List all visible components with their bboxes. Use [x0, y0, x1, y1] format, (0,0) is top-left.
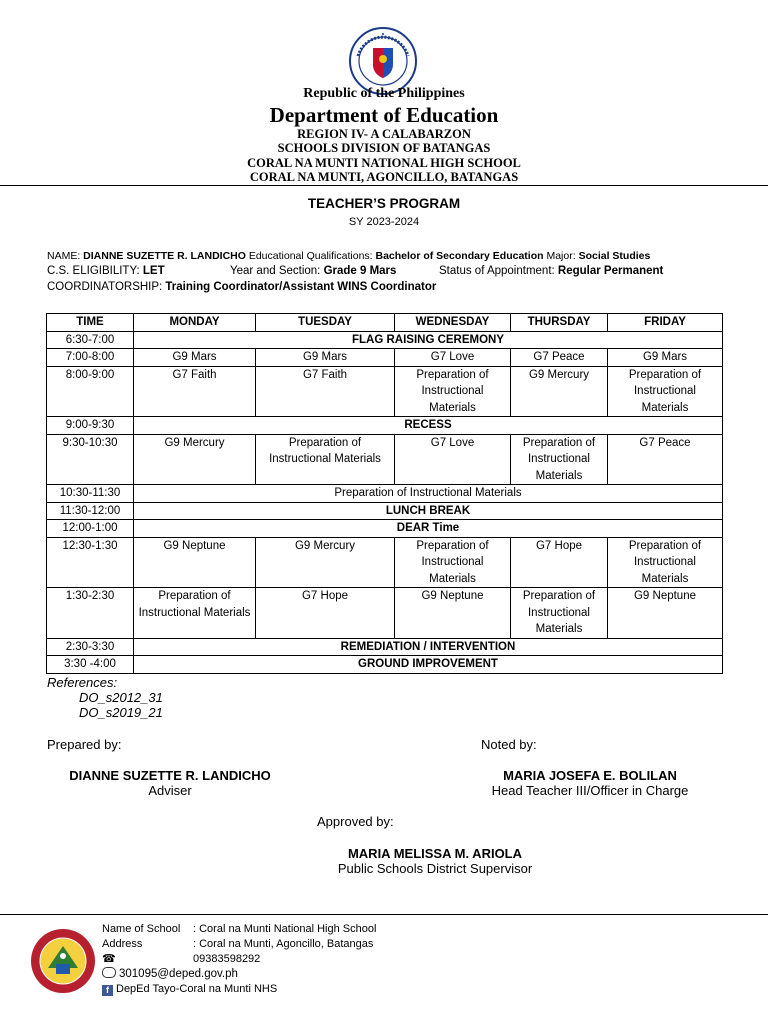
footer-facebook[interactable]: DepEd Tayo-Coral na Munti NHS	[116, 983, 278, 995]
footer-address-value: : Coral na Munti, Agoncillo, Batangas	[193, 938, 374, 950]
time-cell: 10:30-11:30	[47, 485, 134, 503]
class-cell: G9 Neptune	[395, 588, 511, 639]
department-heading: Department of Education	[269, 103, 499, 127]
approved-label: Approved by:	[317, 814, 394, 829]
qualifications-value: Bachelor of Secondary Education	[375, 250, 544, 262]
footer-address-label: Address	[102, 938, 143, 950]
class-cell: Preparation of Instructional Materials	[608, 537, 723, 588]
class-cell: G7 Peace	[608, 434, 723, 485]
reference-item: DO_s2019_21	[79, 705, 163, 720]
year-section	[230, 265, 396, 277]
class-cell: G7 Love	[395, 434, 511, 485]
footer-email-line	[102, 967, 238, 982]
reference-item: DO_s2012_31	[79, 690, 163, 705]
class-cell: G9 Mars	[608, 349, 723, 367]
activity-span-cell: RECESS	[134, 417, 723, 435]
coordinatorship-value: Training Coordinator/Assistant WINS Coordinator	[165, 281, 437, 293]
class-cell: Preparation of Instructional Materials	[395, 537, 511, 588]
class-cell: G9 Mercury	[134, 434, 256, 485]
footer-divider	[0, 914, 768, 915]
schedule-header-row	[47, 314, 723, 332]
time-cell: 7:00-8:00	[47, 349, 134, 367]
column-header: FRIDAY	[608, 314, 723, 332]
class-cell: Preparation of Instructional Materials	[511, 434, 608, 485]
footer-phone: 09383598292	[193, 953, 261, 965]
coordinatorship-line	[47, 281, 436, 293]
eligibility-label: C.S. ELIGIBILITY:	[47, 265, 143, 277]
prepared-name: DIANNE SUZETTE R. LANDICHO	[69, 768, 271, 783]
table-row	[47, 485, 723, 503]
division-line: SCHOOLS DIVISION OF BATANGAS	[277, 141, 491, 155]
table-row	[47, 434, 723, 485]
header-divider	[0, 185, 768, 186]
class-cell: G7 Faith	[256, 366, 395, 417]
year-section-value: Grade 9 Mars	[323, 265, 397, 277]
school-logo-icon	[30, 928, 96, 994]
table-row	[47, 331, 723, 349]
republic-heading: Republic of the Philippines	[303, 86, 465, 101]
column-header: TIME	[47, 314, 134, 332]
major-label: Major:	[543, 250, 579, 262]
region-line: REGION IV- A CALABARZON	[297, 127, 471, 141]
footer-email[interactable]: 301095@deped.gov.ph	[119, 968, 238, 980]
time-cell: 8:00-9:00	[47, 366, 134, 417]
phone-icon: ☎	[102, 953, 116, 965]
noted-title: Head Teacher III/Officer in Charge	[491, 783, 689, 798]
school-year: SY 2023-2024	[348, 216, 420, 228]
approved-title: Public Schools District Supervisor	[337, 861, 533, 876]
time-cell: 9:00-9:30	[47, 417, 134, 435]
major-value: Social Studies	[578, 250, 651, 262]
activity-span-cell: REMEDIATION / INTERVENTION	[134, 638, 723, 656]
table-row	[47, 588, 723, 639]
schedule-body	[47, 331, 723, 673]
table-row	[47, 656, 723, 674]
time-cell: 11:30-12:00	[47, 502, 134, 520]
time-cell: 3:30 -4:00	[47, 656, 134, 674]
time-cell: 1:30-2:30	[47, 588, 134, 639]
column-header: WEDNESDAY	[395, 314, 511, 332]
name-line	[47, 250, 650, 262]
appointment-label: Status of Appointment:	[439, 265, 558, 277]
class-cell: G7 Peace	[511, 349, 608, 367]
activity-span-cell: FLAG RAISING CEREMONY	[134, 331, 723, 349]
activity-span-cell: LUNCH BREAK	[134, 502, 723, 520]
facebook-icon: f	[102, 985, 113, 996]
class-cell: G7 Faith	[134, 366, 256, 417]
year-section-label: Year and Section:	[230, 265, 324, 277]
table-row	[47, 417, 723, 435]
prepared-title: Adviser	[148, 783, 192, 798]
table-row	[47, 502, 723, 520]
qualifications-label: Educational Qualifications:	[245, 250, 376, 262]
email-icon	[102, 967, 116, 978]
footer-school-value: : Coral na Munti National High School	[193, 923, 377, 935]
class-cell: G9 Mars	[256, 349, 395, 367]
table-row	[47, 520, 723, 538]
eligibility-line	[47, 265, 165, 277]
schedule-table	[46, 313, 723, 674]
class-cell: G9 Neptune	[608, 588, 723, 639]
address-line: CORAL NA MUNTI, AGONCILLO, BATANGAS	[249, 170, 519, 184]
class-cell: G9 Mercury	[256, 537, 395, 588]
class-cell: G7 Love	[395, 349, 511, 367]
table-row	[47, 349, 723, 367]
activity-span-cell: GROUND IMPROVEMENT	[134, 656, 723, 674]
class-cell: G7 Hope	[256, 588, 395, 639]
activity-span-cell: Preparation of Instructional Materials	[134, 485, 723, 503]
class-cell: Preparation of Instructional Materials	[608, 366, 723, 417]
table-row	[47, 638, 723, 656]
time-cell: 12:30-1:30	[47, 537, 134, 588]
eligibility-value: LET	[142, 265, 165, 277]
document-title: TEACHER’S PROGRAM	[307, 196, 461, 211]
class-cell: Preparation of Instructional Materials	[511, 588, 608, 639]
footer-school-label: Name of School	[102, 923, 181, 935]
appointment-value: Regular Permanent	[557, 265, 664, 277]
class-cell: G9 Mercury	[511, 366, 608, 417]
references-label: References:	[47, 675, 118, 690]
appointment-status	[439, 265, 663, 277]
column-header: TUESDAY	[256, 314, 395, 332]
name-label: NAME:	[47, 250, 84, 262]
activity-span-cell: DEAR Time	[134, 520, 723, 538]
time-cell: 12:00-1:00	[47, 520, 134, 538]
table-row	[47, 366, 723, 417]
time-cell: 6:30-7:00	[47, 331, 134, 349]
time-cell: 9:30-10:30	[47, 434, 134, 485]
prepared-label: Prepared by:	[47, 737, 122, 752]
footer-facebook-line	[102, 982, 277, 997]
school-line: CORAL NA MUNTI NATIONAL HIGH SCHOOL	[247, 156, 521, 170]
noted-name: MARIA JOSEFA E. BOLILAN	[503, 768, 677, 783]
class-cell: Preparation of Instructional Materials	[256, 434, 395, 485]
name-value: DIANNE SUZETTE R. LANDICHO	[83, 250, 246, 262]
class-cell: G9 Neptune	[134, 537, 256, 588]
class-cell: G9 Mars	[134, 349, 256, 367]
table-row	[47, 537, 723, 588]
class-cell: G7 Hope	[511, 537, 608, 588]
time-cell: 2:30-3:30	[47, 638, 134, 656]
noted-label: Noted by:	[481, 737, 537, 752]
class-cell: Preparation of Instructional Materials	[134, 588, 256, 639]
column-header: MONDAY	[134, 314, 256, 332]
approved-name: MARIA MELISSA M. ARIOLA	[347, 846, 523, 861]
class-cell: Preparation of Instructional Materials	[395, 366, 511, 417]
column-header: THURSDAY	[511, 314, 608, 332]
coordinatorship-label: COORDINATORSHIP:	[47, 281, 166, 293]
